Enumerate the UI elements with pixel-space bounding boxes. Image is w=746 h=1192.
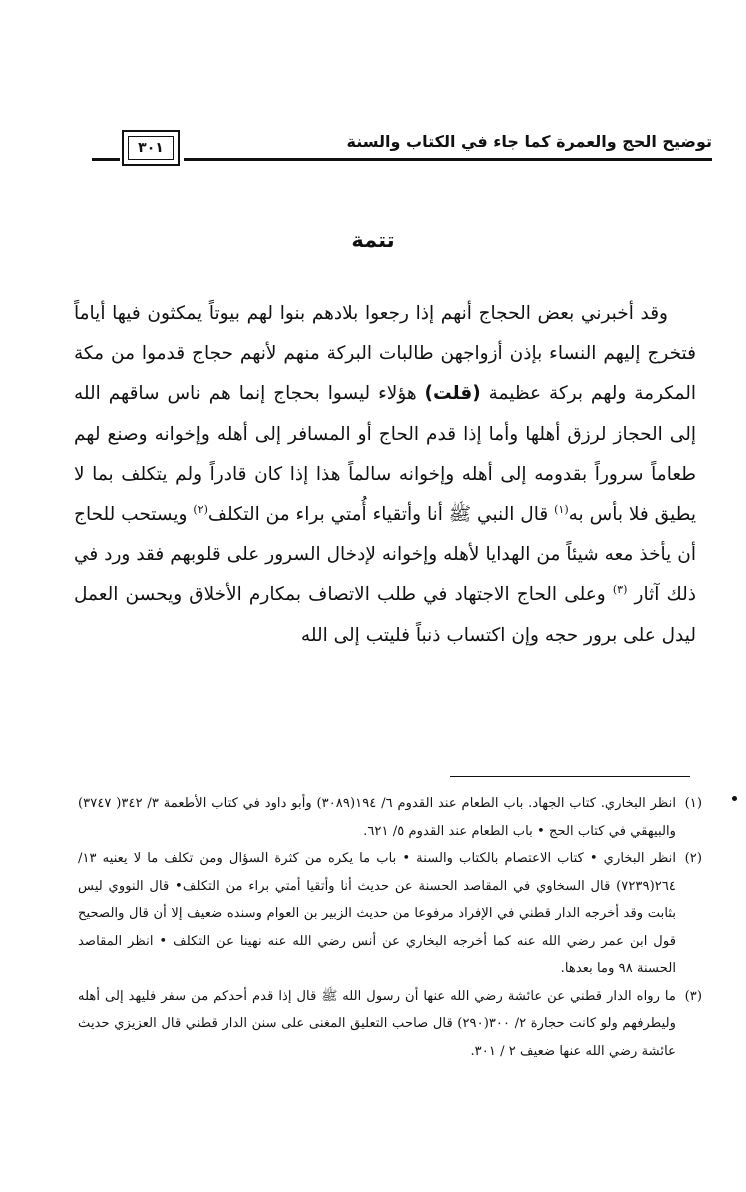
qult-marker: (قلت) — [424, 383, 481, 405]
footnote-text: انظر البخاري. كتاب الجهاد. باب الطعام عند القدوم ٦/ ١٩٤(٣٠٨٩) وأبو داود في كتاب الأطعمة ٣/ ٣٤٢( ٣٧٤٧) والبيهقي في كتاب الحج • باب الطعام عند القدوم ٥/ ٦٢١. — [78, 796, 676, 839]
paragraph — [74, 294, 696, 656]
footnote-text: ما رواه الدار قطني عن عائشة رضي الله عنها أن رسول الله ﷺ قال إذا قدم أحدكم من سفر فليهد إلى أهله وليطرفهم ولو كانت حجارة ٢/ ٣٠٠(٢٩٠) قال صاحب التعليق المغنى على سنن الدار قطني قال العزيزي حديث عائشة رضي الله عنها ضعيف ٢ / ٣٠١. — [78, 988, 676, 1059]
running-title: توضيح الحج والعمرة كما جاء في الكتاب والسنة — [346, 132, 712, 151]
header-rule-short — [92, 158, 120, 161]
footnotes — [78, 790, 702, 1065]
section-heading: تتمة — [351, 228, 395, 252]
text-run: وعلى الحاج الاجتهاد في طلب الاتصاف بمكارم الأخلاق ويحسن العمل ليدل على برور حجه وإن اكتساب ذنباً فليتب إلى الله — [74, 584, 696, 646]
footnote-divider — [450, 776, 690, 777]
footnote-text: انظر البخاري • كتاب الاعتصام بالكتاب والسنة • باب ما يكره من كثرة السؤال ومن تكلف ما لا يعنيه ١٣/ ٢٦٤(٧٢٣٩) قال السخاوي في المقاصد الحسنة عن حديث أنا وأتقيا أمتي براء من التكلف• قال النووي ليس بثابت وقد أخرجه الدار قطني في الإفراد مرفوعا من حديث الزبير بن العوام وسنده ضعيف إلا أن قال والصحيح قول ابن عمر رضي الله عنه كما أخرجه البخاري عن أنس رضي الله عنه نهينا عن التكلف • انظر المقاصد الحسنة ٩٨ وما بعدها. — [78, 851, 676, 976]
footnote-ref-3[interactable]: (٣) — [612, 583, 628, 597]
footnote-item — [78, 790, 702, 845]
page-number-frame — [122, 130, 180, 166]
text-run: ويستحب للحاج أن يأخذ معه شيئاً من الهدايا لأهله وإخوانه لإدخال السرور على قلوبهم فقد ورد في ذلك آثار — [74, 504, 696, 606]
page-header — [72, 118, 712, 178]
text-run: قال النبي ﷺ أنا وأتقياء أُمتي براء من التكلف — [207, 504, 549, 526]
text-run: وقد أخبرني بعض الحجاج أنهم إذا رجعوا بلادهم بنوا لهم بيوتاً يمكثون فيها أياماً فتخرج إليهم النساء بإذن أزواجهن طالبات البركة منهم لأنهم حجاج قدموا من مكة المكرمة ولهم بركة عظيمة — [74, 303, 696, 405]
footnote-number: (٣) — [684, 988, 702, 1004]
footnote-ref-2[interactable]: (٢) — [193, 502, 208, 516]
text-run: هؤلاء ليسوا بحجاج إنما هم ناس ساقهم الله إلى الحجاز لرزق أهلها وأما إذا قدم الحاج أو المسافر إلى أهله وإخوانه وصنع لهم طعاماً سروراً بقدومه إلى أهله وإخوانه سالماً هذا إذا كان قادراً ولم يتكلف بما لا يطيق فلا بأس به — [74, 383, 696, 526]
margin-mark — [732, 796, 737, 801]
footnote-number: (١) — [684, 796, 702, 811]
footnote-item — [78, 983, 702, 1066]
footnote-item — [78, 845, 702, 983]
page-number: ٣٠١ — [128, 136, 174, 160]
footnote-number: (٢) — [684, 851, 702, 866]
header-rule — [184, 158, 712, 161]
main-text — [74, 294, 696, 656]
footnote-ref-1[interactable]: (١) — [554, 502, 569, 516]
